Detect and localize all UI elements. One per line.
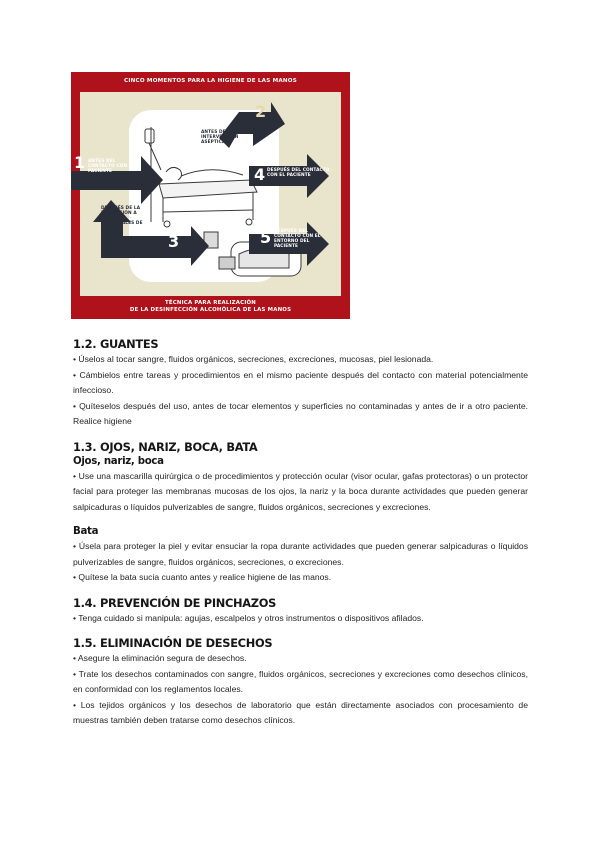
poster-footer-line1: TÉCNICA PARA REALIZACIÓN xyxy=(164,300,257,306)
paragraph: • Trate los desechos contaminados con sangre, fluidos orgánicos, secreciones y excreciones como desechos clínicos, en conformidad con los reglamentos locales. xyxy=(73,668,528,694)
hand-hygiene-poster xyxy=(71,72,350,319)
section-heading: 1.3. OJOS, NARIZ, BOCA, BATA xyxy=(73,439,258,454)
moment-2-number: 2 xyxy=(255,102,267,121)
section-ojos xyxy=(73,440,528,516)
moment-3-number: 3 xyxy=(168,232,180,251)
moment-2-label: ANTES DE UNA INTERVENCIÓN ASÉPTICA xyxy=(201,130,239,145)
poster-graphic xyxy=(71,72,350,319)
section-heading: 1.5. ELIMINACIÓN DE DESECHOS xyxy=(73,636,273,650)
paragraph: • Úselos al tocar sangre, fluidos orgánicos, secreciones, excreciones, mucosas, piel lesionada. xyxy=(73,354,434,364)
document-body xyxy=(73,337,528,739)
paragraph: • Los tejidos orgánicos y los desechos de laboratorio que están directamente asociados con procesamiento de muestras también deben tratarse como desechos clínicos. xyxy=(73,699,528,725)
section-subheading: Ojos, nariz, boca xyxy=(73,455,164,467)
moment-3-label: DESPUÉS DE LA EXPOSICIÓN A FLUIDOS CORPORALES DE RIESGO xyxy=(101,206,143,231)
section-heading: 1.4. PREVENCIÓN DE PINCHAZOS xyxy=(73,595,277,610)
section-pinchazos xyxy=(73,596,528,627)
moment-4-number: 4 xyxy=(254,165,266,184)
moment-5-label: DESPUÉS DEL CONTACTO CON EL ENTORNO DEL PACIENTE xyxy=(274,229,321,249)
moment-5-number: 5 xyxy=(260,228,272,247)
paragraph: • Quíteselos después del uso, antes de tocar elementos y superficies no contaminadas y antes de ir a otro paciente. Realice higiene xyxy=(73,400,528,426)
section-heading: 1.2. GUANTES xyxy=(73,337,159,351)
paragraph: • Úsela para proteger la piel y evitar ensuciar la ropa durante actividades que pueden generar salpicaduras o líquidos pulverizables de sangre, fluidos orgánicos, secreciones, o excreciones. xyxy=(73,541,528,567)
section-desechos xyxy=(73,636,528,729)
poster-footer xyxy=(71,300,350,314)
moment-1-label: ANTES DEL CONTACTO CON EL PACIENTE xyxy=(88,159,135,174)
moment-4-label: DESPUÉS DEL CONTACTO CON EL PACIENTE xyxy=(267,168,330,178)
poster-title: CINCO MOMENTOS PARA LA HIGIENE DE LAS MANOS xyxy=(124,78,297,84)
paragraph: • Use una mascarilla quirúrgica o de procedimientos y protección ocular (visor ocular, gafas protectoras) o un protector facial para proteger las membranas mucosas de los ojos, la nariz y la boca durante actividades que pueden generar salpicaduras o líquidos pulverizables de sangre, fluidos orgánicos, secreciones y excreciones. xyxy=(73,470,528,512)
section-guantes xyxy=(73,337,528,430)
paragraph: • Tenga cuidado si manipula: agujas, escalpelos y otros instrumentos o dispositivos afilados. xyxy=(73,612,424,623)
paragraph: • Cámbielos entre tareas y procedimientos en el mismo paciente después del contacto con material potencialmente infeccioso. xyxy=(73,369,528,395)
section-bata xyxy=(73,525,528,586)
paragraph: • Asegure la eliminación segura de desechos. xyxy=(73,653,247,663)
moment-1-number: 1 xyxy=(74,153,86,172)
paragraph: • Quítese la bata sucia cuanto antes y realice higiene de las manos. xyxy=(73,572,332,582)
section-subheading: Bata xyxy=(73,526,99,537)
poster-footer-line2: DE LA DESINFECCIÓN ALCOHÓLICA DE LAS MANOS xyxy=(129,307,292,313)
